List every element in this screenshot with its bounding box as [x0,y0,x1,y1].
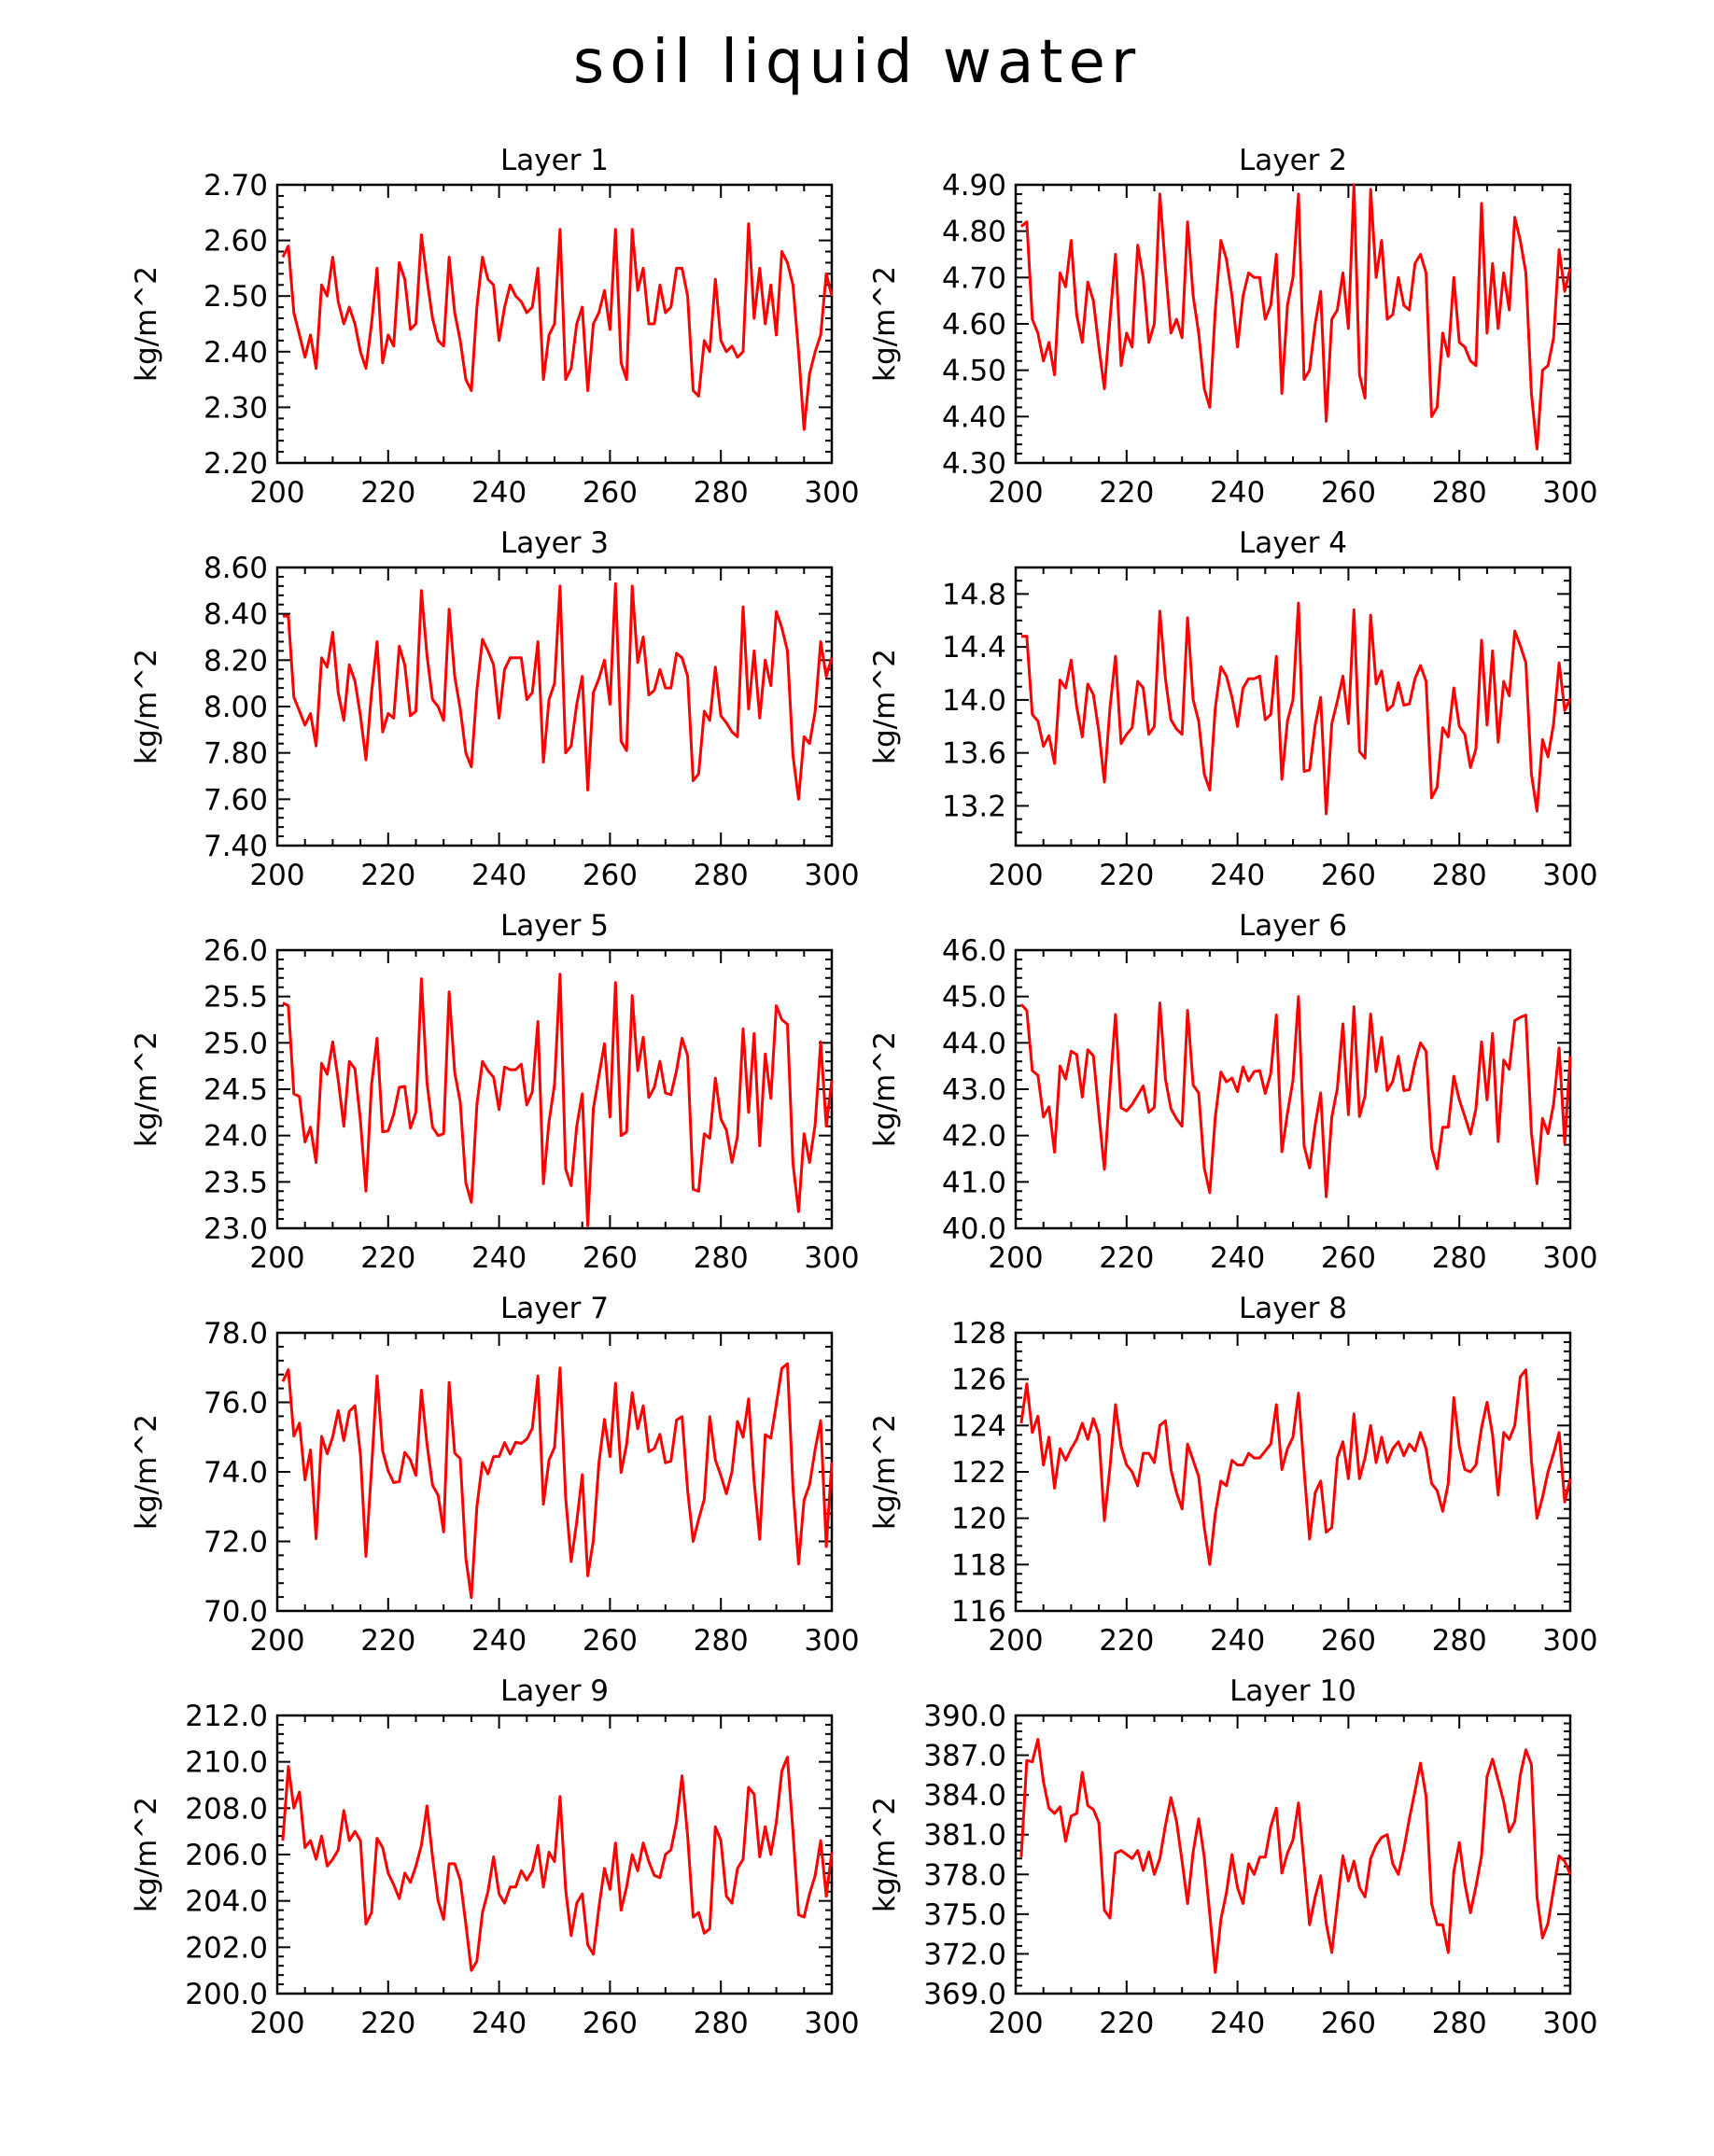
y-axis-label: kg/m^2 [868,649,902,764]
series-line [1021,997,1570,1197]
y-axis-label: kg/m^2 [130,1031,163,1147]
x-tick-label: 300 [804,1624,860,1658]
y-tick-label: 116 [950,1595,1006,1629]
x-tick-label: 300 [804,1241,860,1275]
panel-title: Layer 9 [499,1674,610,1708]
y-tick-label: 14.8 [941,578,1006,612]
x-tick-label: 220 [1099,1241,1155,1275]
x-tick-label: 280 [1431,476,1487,510]
panel-layer-6 [868,909,1598,1275]
x-tick-label: 300 [804,859,860,892]
y-tick-label: 8.00 [203,691,268,724]
y-tick-label: 2.50 [203,280,268,315]
panel-layer-5 [130,909,860,1275]
y-tick-label: 46.0 [941,934,1006,968]
x-tick-label: 220 [1099,2007,1155,2040]
y-tick-label: 212.0 [185,1700,268,1733]
y-tick-label: 78.0 [203,1317,268,1351]
y-tick-label: 378.0 [923,1858,1006,1893]
x-tick-label: 260 [1320,1624,1376,1658]
series-line [283,1757,832,1971]
y-tick-label: 7.60 [203,783,268,818]
y-tick-label: 200.0 [185,1978,268,2011]
y-tick-label: 208.0 [185,1792,268,1827]
x-tick-label: 280 [1431,2007,1487,2040]
x-tick-label: 240 [471,1624,527,1658]
y-tick-label: 4.40 [941,400,1006,435]
y-tick-label: 206.0 [185,1839,268,1872]
y-tick-label: 4.70 [941,261,1006,296]
y-tick-label: 375.0 [923,1897,1006,1932]
y-tick-label: 4.60 [941,308,1006,342]
y-tick-label: 43.0 [941,1073,1006,1107]
y-tick-label: 204.0 [185,1884,268,1919]
y-tick-label: 14.0 [941,683,1006,718]
x-tick-label: 220 [1099,859,1155,892]
x-tick-label: 260 [1320,859,1376,892]
x-tick-label: 220 [1099,1624,1155,1658]
panel-layer-10 [868,1674,1598,2040]
x-tick-label: 240 [471,2007,527,2040]
plot-frame [1016,1715,1570,1994]
x-tick-label: 300 [1542,2007,1598,2040]
y-tick-label: 40.0 [941,1212,1006,1246]
y-tick-label: 4.80 [941,215,1006,249]
y-tick-label: 2.20 [203,447,268,481]
y-tick-label: 7.40 [203,830,268,863]
x-tick-label: 200 [249,2007,305,2040]
x-tick-label: 300 [1542,1241,1598,1275]
y-tick-label: 2.40 [203,335,268,370]
x-tick-label: 240 [1210,476,1266,510]
panel-title: Layer 6 [1238,909,1348,943]
y-tick-label: 122 [950,1456,1006,1490]
plot-frame [1016,1333,1570,1611]
y-tick-label: 2.30 [203,391,268,426]
x-tick-label: 260 [582,859,638,892]
x-tick-label: 200 [988,1624,1044,1658]
y-axis-label: kg/m^2 [868,1031,902,1147]
y-tick-label: 24.0 [203,1119,268,1154]
x-tick-label: 240 [1210,1241,1266,1275]
panel-title: Layer 2 [1238,144,1348,177]
y-tick-label: 381.0 [923,1818,1006,1853]
y-tick-label: 24.5 [203,1073,268,1107]
x-tick-label: 280 [1431,1241,1487,1275]
x-tick-label: 300 [1542,476,1598,510]
x-tick-label: 240 [1210,1624,1266,1658]
x-tick-label: 260 [582,2007,638,2040]
x-tick-label: 200 [249,1624,305,1658]
y-axis-label: kg/m^2 [130,649,163,764]
panel-layer-2 [868,144,1598,510]
y-tick-label: 384.0 [923,1779,1006,1813]
x-tick-label: 300 [1542,859,1598,892]
y-tick-label: 372.0 [923,1938,1006,1972]
x-tick-label: 260 [1320,476,1376,510]
x-tick-label: 300 [804,476,860,510]
x-tick-label: 200 [249,476,305,510]
x-tick-label: 240 [1210,859,1266,892]
x-tick-label: 220 [360,476,416,510]
panel-layer-9 [130,1674,860,2040]
y-tick-label: 74.0 [203,1456,268,1490]
series-line [283,974,832,1225]
x-tick-label: 240 [471,476,527,510]
x-tick-label: 280 [693,476,749,510]
x-tick-label: 200 [249,1241,305,1275]
x-tick-label: 300 [1542,1624,1598,1658]
y-axis-label: kg/m^2 [130,1414,163,1530]
x-tick-label: 220 [360,1624,416,1658]
panel-title: Layer 8 [1238,1292,1348,1325]
panel-title: Layer 3 [499,526,610,560]
series-line [283,583,832,799]
y-tick-label: 25.0 [203,1027,268,1061]
y-tick-label: 45.0 [941,980,1006,1015]
y-tick-label: 2.60 [203,224,268,259]
series-line [283,1364,832,1598]
y-tick-label: 210.0 [185,1745,268,1780]
x-tick-label: 200 [249,859,305,892]
x-tick-label: 240 [471,1241,527,1275]
y-tick-label: 8.40 [203,597,268,632]
x-tick-label: 260 [582,476,638,510]
y-tick-label: 72.0 [203,1525,268,1560]
panel-title: Layer 4 [1238,526,1348,560]
x-tick-label: 280 [693,859,749,892]
y-tick-label: 23.5 [203,1166,268,1200]
y-tick-label: 26.0 [203,934,268,968]
y-tick-label: 41.0 [941,1166,1006,1200]
y-axis-label: kg/m^2 [868,266,902,382]
series-line [1021,1370,1570,1565]
y-tick-label: 369.0 [923,1978,1006,2011]
y-tick-label: 8.20 [203,644,268,679]
x-tick-label: 260 [1320,2007,1376,2040]
x-tick-label: 260 [582,1624,638,1658]
x-tick-label: 280 [693,1241,749,1275]
panel-title: Layer 10 [1229,1674,1356,1708]
x-tick-label: 200 [988,1241,1044,1275]
x-tick-label: 220 [360,1241,416,1275]
y-axis-label: kg/m^2 [130,1797,163,1912]
y-tick-label: 44.0 [941,1027,1006,1061]
panel-layer-1 [130,144,860,510]
series-line [1021,185,1570,449]
x-tick-label: 220 [1099,476,1155,510]
panel-layer-4 [868,526,1598,892]
x-tick-label: 200 [988,2007,1044,2040]
x-tick-label: 280 [1431,1624,1487,1658]
panel-layer-7 [130,1292,860,1658]
y-tick-label: 76.0 [203,1386,268,1421]
y-tick-label: 202.0 [185,1931,268,1966]
panel-layer-3 [130,526,860,892]
y-tick-label: 118 [950,1548,1006,1583]
x-tick-label: 240 [471,859,527,892]
panel-title: Layer 1 [499,144,610,177]
panel-title: Layer 5 [499,909,610,943]
y-tick-label: 70.0 [203,1595,268,1629]
y-tick-label: 128 [950,1317,1006,1351]
y-tick-label: 4.50 [941,354,1006,388]
x-tick-label: 240 [1210,2007,1266,2040]
y-tick-label: 387.0 [923,1739,1006,1773]
y-tick-label: 4.90 [941,169,1006,203]
y-axis-label: kg/m^2 [130,266,163,382]
panel-layer-8 [868,1292,1598,1658]
y-tick-label: 8.60 [203,552,268,585]
x-tick-label: 300 [804,2007,860,2040]
series-line [1021,1740,1570,1973]
y-tick-label: 13.2 [941,790,1006,824]
y-tick-label: 126 [950,1363,1006,1397]
y-tick-label: 14.4 [941,631,1006,665]
x-tick-label: 220 [360,2007,416,2040]
x-tick-label: 260 [582,1241,638,1275]
y-tick-label: 390.0 [923,1700,1006,1733]
figure-title: soil liquid water [572,28,1142,97]
series-line [283,224,832,430]
y-tick-label: 25.5 [203,980,268,1015]
panel-title: Layer 7 [499,1292,610,1325]
y-axis-label: kg/m^2 [868,1797,902,1912]
y-tick-label: 2.70 [203,169,268,203]
y-tick-label: 42.0 [941,1119,1006,1154]
x-tick-label: 220 [360,859,416,892]
y-tick-label: 23.0 [203,1212,268,1246]
x-tick-label: 200 [988,476,1044,510]
series-line [1021,603,1570,814]
y-tick-label: 120 [950,1502,1006,1536]
x-tick-label: 280 [693,2007,749,2040]
y-tick-label: 124 [950,1409,1006,1444]
x-tick-label: 200 [988,859,1044,892]
y-tick-label: 7.80 [203,736,268,771]
y-tick-label: 13.6 [941,736,1006,771]
x-tick-label: 280 [1431,859,1487,892]
y-tick-label: 4.30 [941,447,1006,481]
x-tick-label: 280 [693,1624,749,1658]
x-tick-label: 260 [1320,1241,1376,1275]
y-axis-label: kg/m^2 [868,1414,902,1530]
